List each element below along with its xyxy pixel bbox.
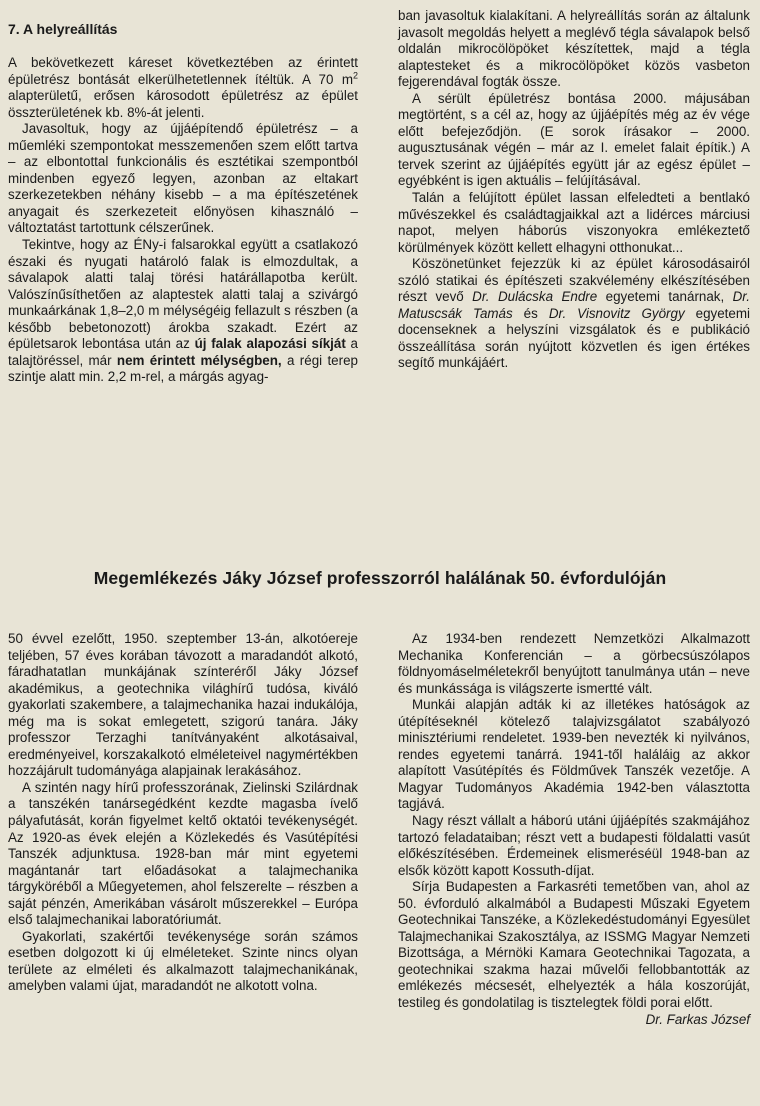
- paragraph: Az 1934-ben rendezett Nemzetközi Alkalmazott Mechanika Konferencián – a görbecsúszólapos földnyomáselméletekről benyújtott tanulmánya után – neve és munkássága is világszerte ismertté vált.: [398, 631, 750, 696]
- memorial-right-column: [398, 631, 750, 1028]
- paragraph: Javasoltuk, hogy az újjáépítendő épületrész – a műemléki szempontokat messzemenően szem előtt tartva – az elbontottal funkcionális és esztétikai szempontból mindenben egyező legyen, azonban az eltakart szerkezetekben néhány kisebb – a ma építészetének anyagait és szerkezeteit előnyösen kihasználó – változtatást tartottunk célszerűnek.: [8, 121, 358, 236]
- paragraph: Gyakorlati, szakértői tevékenysége során számos esetben dolgozott ki új elméleteket. Szinte nincs olyan területe az elméleti és alkalmazott talajmechanikának, amelyben valami újat, maradandót ne alkotott volna.: [8, 928, 358, 994]
- paragraph: 50 évvel ezelőtt, 1950. szeptember 13-án, alkotóereje teljében, 57 éves korában távozott a maradandót alkotó, fáradhatatlan munkájának színteréről Jáky József akadémikus, a geotechnika világhírű tudósa, kiváló gyakorlati szakembere, a talajmechanika hazai indukálója, még ma is sokat emlegetett, szigorú tanára. Jáky professzor Terzaghi tanítványaként alkotásaival, eredményeivel, korszakalkotó elméleteivel nagymértékben hozzájárult tudományága alapjainak lerakásához.: [8, 631, 358, 779]
- paragraph: Nagy részt vállalt a háború utáni újjáépítés szakmájához tartozó feladataiban; részt vett a budapesti földalatti vasút előkészítésében. Érdemeinek elismeréséül 1948-ban az elsők között kapott Kossuth-díjat.: [398, 813, 750, 878]
- section7-right-column: [398, 8, 750, 372]
- paragraph: ban javasoltuk kialakítani. A helyreállítás során az általunk javasolt megoldás helyett a meglévő tégla sávalapok belső oldalán mikrocölöpöket készítettek, majd a tégla alaptesteket és a mikrocölöpöket közös vasbeton fejgerendával fogták össze.: [398, 8, 750, 90]
- paragraph: Köszönetünket fejezzük ki az épület károsodásairól szóló statikai és építészeti szakvélemény elkészítésében részt vevő Dr. Dulácska Endre egyetemi tanárnak, Dr. Matuscsák Tamás és Dr. Visnovitz György egyetemi docenseknek a helyszíni vizsgálatok és e publikáció összeállítása során nyújtott közvetlen és igen értékes segítő munkájáért.: [398, 256, 750, 371]
- memorial-left-column: [8, 631, 358, 995]
- paragraph: Tekintve, hogy az ÉNy-i falsarokkal együtt a csatlakozó északi és nyugati határoló falak is elmozdultak, a sávalapok alatti talaj törési határállapotba került. Valószínűsíthetően az alaptestek alatti talaj a szivárgó munkaárkának 1,8–2,0 m mélységéig fellazult s részben (a később bebetonozott) árokba szakadt. Ezért az épületsarok lebontása után az új falak alapozási síkját a talajtöréssel, már nem érintett mélységben, a régi terep szintje alatt min. 2,2 m-rel, a márgás agyag-: [8, 237, 359, 385]
- article-title: Megemlékezés Jáky József professzorról halálának 50. évfordulóján: [93, 568, 667, 588]
- paragraph: A bekövetkezett káreset következtében az érintett épületrész bontását elkerülhetetlennek ítéltük. A 70 $m^2$ alapterületű, erősen károsodott épületrész az épület összterületének kb. 8%-át jelenti.: [8, 55, 358, 120]
- paragraph: Munkái alapján adták ki az illetékes hatóságok az útépítéseknél kötelező talajvizsgálatot szabályozó minisztériumi rendeletet. 1939-ben nevezték ki nyilvános, rendes egyetemi tanárrá. 1941-től haláláig az akkor alapított Vasútépítés és Földművek Tanszék vezetője. A Magyar Tudományos Akadémia 1942-ben választotta tagjává.: [398, 697, 750, 812]
- author-signature: Dr. Farkas József: [645, 1011, 750, 1027]
- paragraph: A szintén nagy hírű professzorának, Zielinski Szilárdnak a tanszékén tanársegédként kezdte magasba ívelő pályafutását, korán figyelmet keltő oktatói tevékenységét. Az 1920-as évek elején a Közlekedés és Vasútépítési Tanszék adjunktusa. 1928-ban már mint egyetemi magántanár tart előadásokat a talajmechanika tárgyköréből a Műegyetemen, ahol felszerelte – részben a saját pénzén, Amerikában vásárolt műszerekkel – Európa első talajmechanikai laboratóriumát.: [8, 779, 358, 928]
- paragraph: Sírja Budapesten a Farkasréti temetőben van, ahol az 50. évforduló alkalmából a Budapesti Műszaki Egyetem Geotechnikai Tanszéke, a Közlekedéstudományi Egyesület Talajmechanikai Szakosztálya, az ISSMG Magyar Nemzeti Bizottsága, a Mérnöki Kamara Geotechnikai Tagozata, a geotechnikai szakma hazai művelői fellobbantották az emlékezés mécsesét, elhelyezték a hála koszorúját, testileg és gondolatilag is tisztelegtek földi porai előtt.: [398, 879, 750, 1011]
- paragraph: Talán a felújított épület lassan elfeledteti a bentlakó művészekkel és családtagjaikkal azt a lidérces márciusi napot, melyen háborús viszonyokra emlékeztető körülmények között kellett elhagyni otthonukat...: [398, 190, 750, 255]
- paragraph: A sérült épületrész bontása 2000. májusában megtörtént, s a cél az, hogy az újjáépítés még az év vége előtt befejeződjön. (E sorok írásakor – 2000. augusztusának végén – már az I. emelet falait építik.) A tervek szerint az újjáépítés együtt jár az egész épület – egyébként is igen aktuális – felújításával.: [398, 90, 750, 189]
- section-heading: 7. A helyreállítás: [8, 21, 118, 37]
- section7-left-column: [8, 55, 358, 386]
